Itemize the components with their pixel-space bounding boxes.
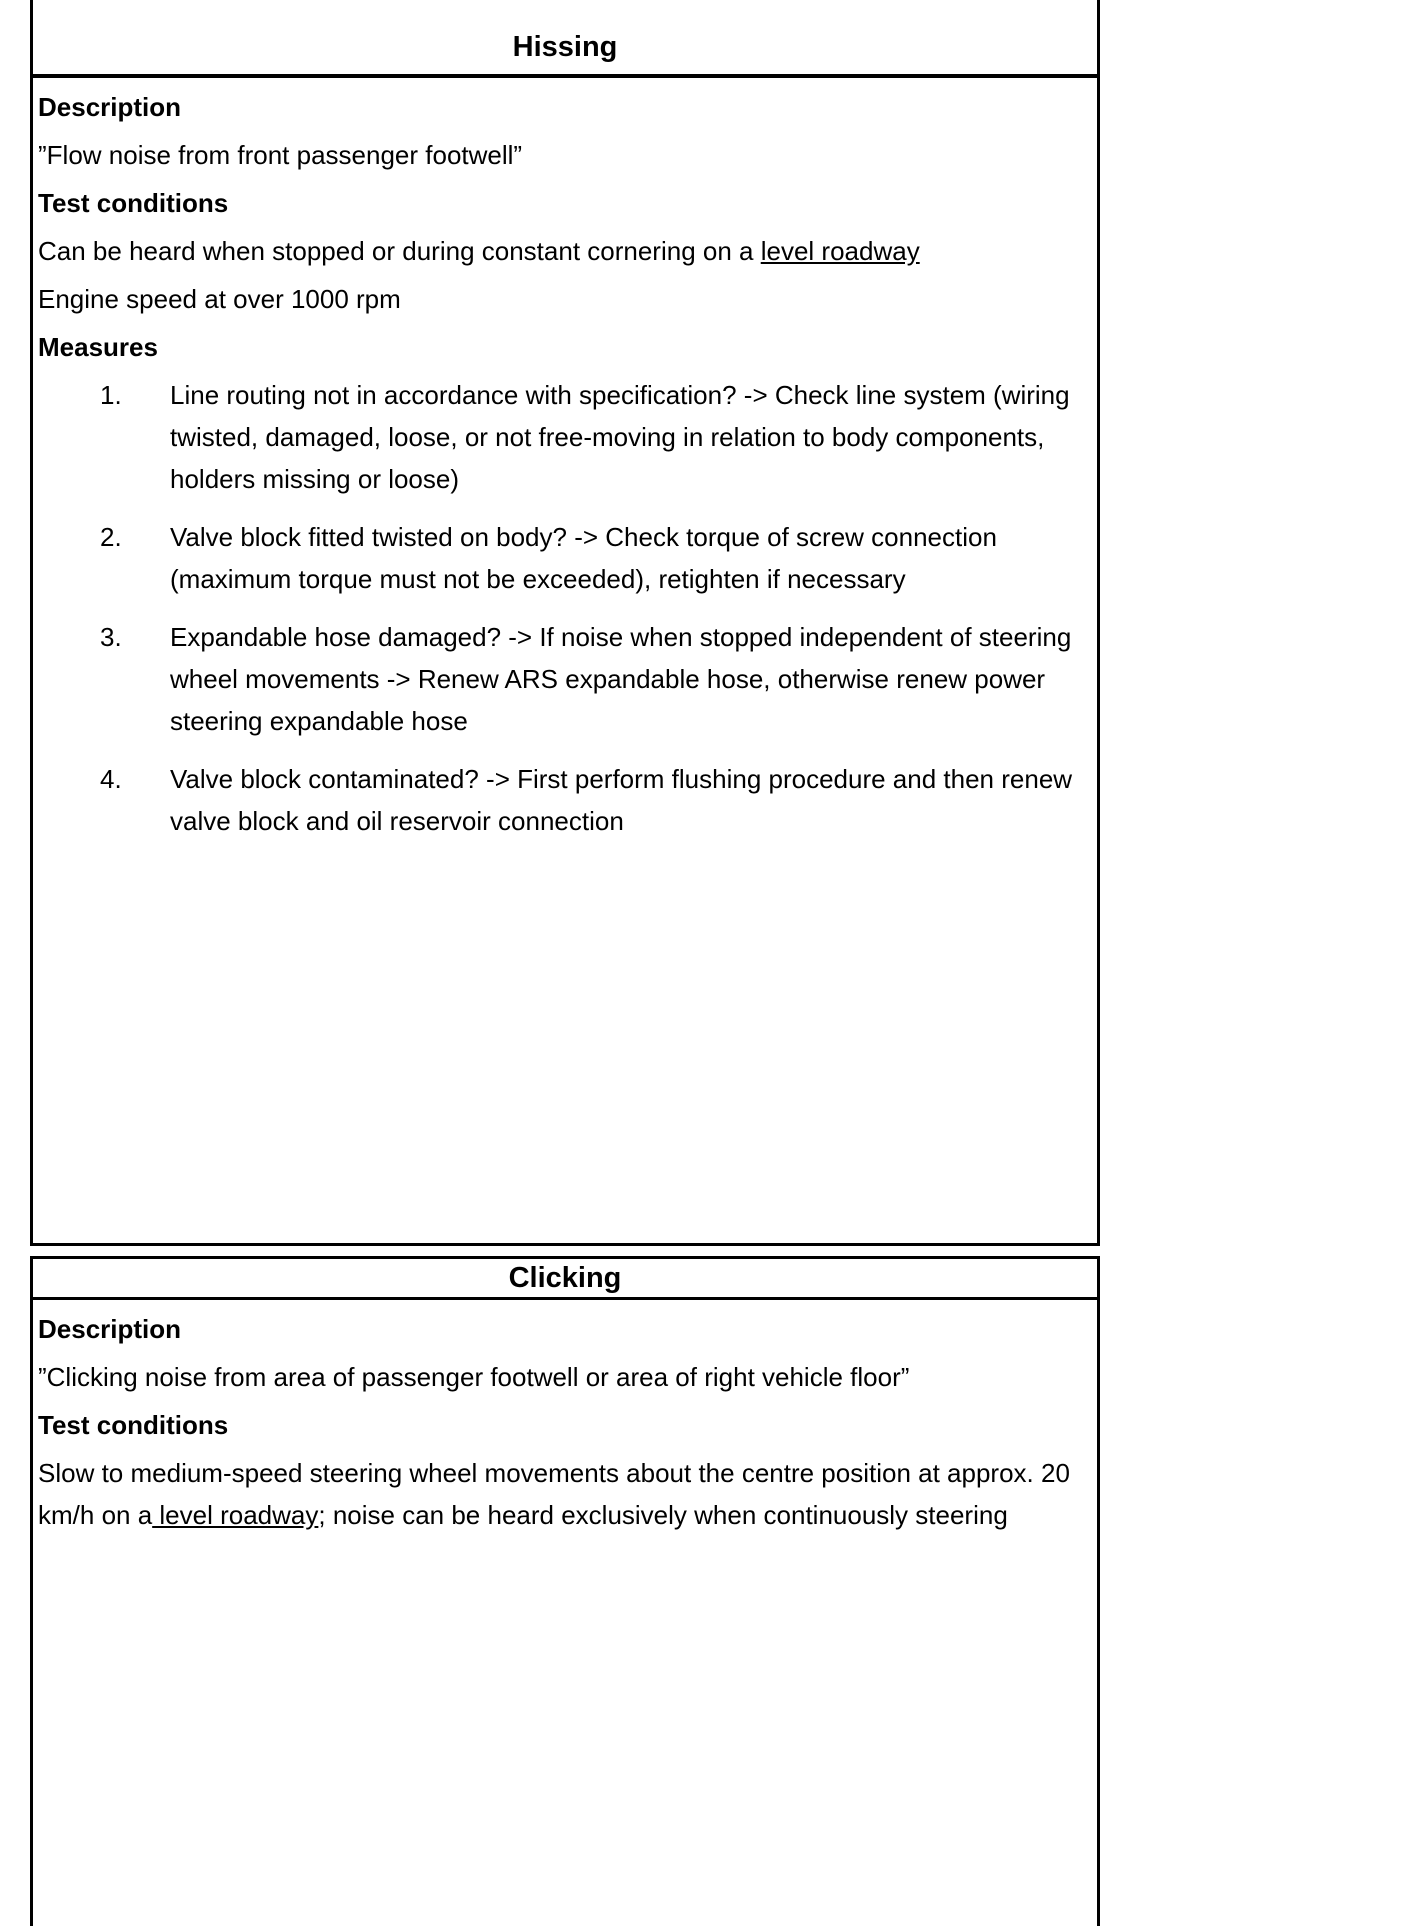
measure-number: 4. — [100, 764, 122, 794]
measure-item — [38, 758, 1089, 842]
underlined-term-level-roadway: level roadway — [152, 1500, 319, 1530]
section-title-clicking: Clicking — [508, 1261, 622, 1294]
description-label: Description — [38, 1314, 182, 1344]
hissing-body — [30, 78, 1100, 1246]
measure-item — [38, 374, 1089, 500]
test-conditions-text — [38, 1452, 1089, 1536]
measure-item — [38, 516, 1089, 600]
clicking-title-row — [30, 1256, 1100, 1300]
test-condition-line-1 — [38, 230, 1089, 272]
underlined-term-level-roadway: level roadway — [760, 236, 920, 266]
measure-number: 2. — [100, 522, 122, 552]
measure-number: 1. — [100, 380, 122, 410]
measure-number: 3. — [100, 622, 122, 652]
measure-text: Valve block contaminated? -> First perform flushing procedure and then renew valve block and oil reservoir connection — [170, 764, 1073, 836]
measure-item — [38, 616, 1089, 742]
hissing-title-row — [30, 0, 1100, 78]
test-condition-post: ; noise can be heard exclusively when continuously steering — [318, 1500, 1008, 1530]
measure-text: Valve block fitted twisted on body? -> Check torque of screw connection (maximum torque must not be exceeded), retighten if necessary — [170, 522, 997, 594]
service-document — [30, 0, 1100, 1926]
test-condition-pre: Can be heard when stopped or during constant cornering on a — [38, 236, 761, 266]
test-conditions-label: Test conditions — [38, 1410, 229, 1440]
section-title-hissing: Hissing — [512, 31, 618, 63]
section-hissing — [30, 0, 1100, 1246]
description-text: ”Clicking noise from area of passenger footwell or area of right vehicle floor” — [38, 1362, 910, 1392]
description-text: ”Flow noise from front passenger footwell” — [38, 140, 523, 170]
measure-text: Line routing not in accordance with specification? -> Check line system (wiring twisted, damaged, loose, or not free-moving in relation to body components, holders missing or loose) — [170, 380, 1070, 494]
test-condition-pre: Slow to medium-speed steering wheel movements about the centre position at approx. 20 km/h on a — [38, 1458, 1070, 1530]
test-conditions-label: Test conditions — [38, 188, 229, 218]
section-clicking — [30, 1256, 1100, 1926]
measures-list — [38, 374, 1089, 842]
measures-label: Measures — [38, 332, 158, 362]
clicking-body — [30, 1300, 1100, 1926]
measure-text: Expandable hose damaged? -> If noise when stopped independent of steering wheel movements -> Renew ARS expandable hose, otherwise renew power steering expandable hose — [170, 622, 1072, 736]
test-condition-line-2: Engine speed at over 1000 rpm — [38, 284, 401, 314]
description-label: Description — [38, 92, 182, 122]
